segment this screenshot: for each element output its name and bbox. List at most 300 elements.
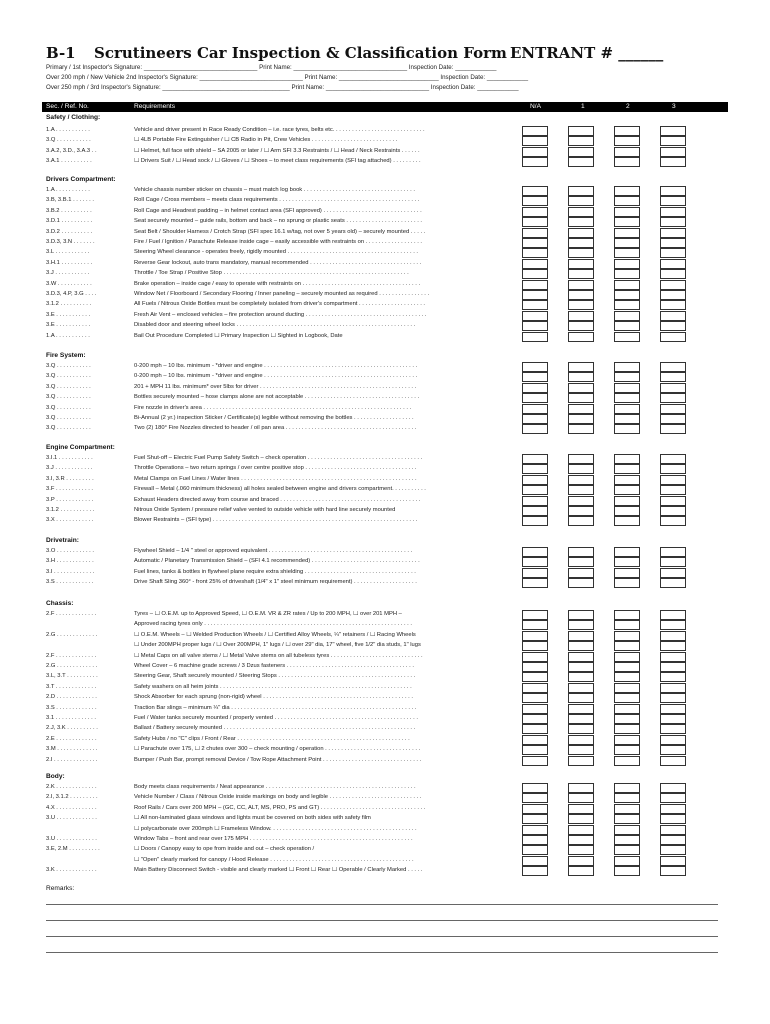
checkbox-inspector-2[interactable] xyxy=(614,547,640,557)
inspection-row xyxy=(0,845,770,855)
checkbox-inspector-2[interactable] xyxy=(614,845,640,855)
checkbox-inspector-1[interactable] xyxy=(568,393,594,403)
checkbox-inspector-3[interactable] xyxy=(660,424,686,434)
checkbox-inspector-1[interactable] xyxy=(568,280,594,290)
inspection-row xyxy=(0,464,770,474)
checkbox-inspector-3[interactable] xyxy=(660,157,686,167)
row-requirement-text: ☐ 4LB Portable Fire Extinguisher / ☐ CB Radio in Pit, Crew Vehicles . . . . . . . . . . . . . . . . . . . . . . . . . . . xyxy=(134,137,398,144)
checkbox-na[interactable] xyxy=(522,372,548,382)
checkbox-inspector-2[interactable] xyxy=(614,866,640,876)
checkbox-na[interactable] xyxy=(522,662,548,672)
checkbox-inspector-1[interactable] xyxy=(568,814,594,824)
checkbox-inspector-1[interactable] xyxy=(568,372,594,382)
checkbox-inspector-3[interactable] xyxy=(660,856,686,866)
row-ref-number: 3.H . . . . . . . . . . . . xyxy=(46,558,94,565)
checkbox-inspector-1[interactable] xyxy=(568,610,594,620)
checkbox-na[interactable] xyxy=(522,321,548,331)
checkbox-inspector-3[interactable] xyxy=(660,496,686,506)
row-ref-number: 3.1.2 . . . . . . . . . . . xyxy=(46,507,95,513)
checkbox-inspector-1[interactable] xyxy=(568,424,594,434)
col-1-header: 1 xyxy=(581,103,585,110)
checkbox-inspector-1[interactable] xyxy=(568,383,594,393)
row-requirement-text: Traction Bar slings – minimum ¼" dia . . . . . . . . . . . . . . . . . . . . . . . . . . . . . . . . . . . . . . . . . . . . . . . . . . . . . . . . . . xyxy=(134,704,417,711)
row-requirement-text: Flywheel Shield – 1/4 " steel or approved equivalent . . . . . . . . . . . . . . . . . . . . . . . . . . . . . . . . . . . . . . . . . . . . . xyxy=(134,548,413,554)
checkbox-inspector-3[interactable] xyxy=(660,269,686,279)
checkbox-na[interactable] xyxy=(522,814,548,824)
checkbox-na[interactable] xyxy=(522,506,548,516)
checkbox-inspector-3[interactable] xyxy=(660,280,686,290)
checkbox-inspector-3[interactable] xyxy=(660,557,686,567)
checkbox-inspector-2[interactable] xyxy=(614,414,640,424)
checkbox-inspector-3[interactable] xyxy=(660,814,686,824)
checkbox-inspector-2[interactable] xyxy=(614,704,640,714)
checkbox-na[interactable] xyxy=(522,825,548,835)
checkbox-inspector-1[interactable] xyxy=(568,693,594,703)
checkbox-inspector-1[interactable] xyxy=(568,506,594,516)
checkbox-na[interactable] xyxy=(522,856,548,866)
checkbox-inspector-2[interactable] xyxy=(614,126,640,136)
checkbox-inspector-3[interactable] xyxy=(660,485,686,495)
checkbox-inspector-1[interactable] xyxy=(568,662,594,672)
checkbox-inspector-1[interactable] xyxy=(568,547,594,557)
checkbox-inspector-2[interactable] xyxy=(614,186,640,196)
checkbox-inspector-2[interactable] xyxy=(614,825,640,835)
checkbox-inspector-1[interactable] xyxy=(568,496,594,506)
row-requirement-text: Fuel Shut-off – Electric Fuel Pump Safety Switch – check operation . . . . . . . . . . . . . . . . . . . . . . . . . . . . . . . . . . . . xyxy=(134,455,423,461)
checkbox-inspector-2[interactable] xyxy=(614,228,640,238)
checkbox-na[interactable] xyxy=(522,248,548,258)
inspection-row xyxy=(0,662,770,672)
checkbox-na[interactable] xyxy=(522,136,548,146)
checkbox-inspector-2[interactable] xyxy=(614,804,640,814)
row-requirement-text: Shock Absorber for each sprung (non-rigid) wheel . . . . . . . . . . . . . . . . . . . . . . . . . . . . . . . . . . . . . . . . . . . . . . . xyxy=(134,694,413,701)
checkbox-inspector-1[interactable] xyxy=(568,290,594,300)
checkbox-inspector-2[interactable] xyxy=(614,464,640,474)
row-ref-number: 1.A . . . . . . . . . . . xyxy=(46,187,90,193)
checkbox-inspector-2[interactable] xyxy=(614,485,640,495)
checkbox-na[interactable] xyxy=(522,641,548,651)
checkbox-inspector-3[interactable] xyxy=(660,217,686,227)
checkbox-inspector-2[interactable] xyxy=(614,332,640,342)
checkbox-na[interactable] xyxy=(522,207,548,217)
checkbox-inspector-3[interactable] xyxy=(660,693,686,703)
inspection-row xyxy=(0,735,770,745)
checkbox-inspector-2[interactable] xyxy=(614,157,640,167)
checkbox-inspector-1[interactable] xyxy=(568,641,594,651)
form-id: B-1 xyxy=(46,44,76,62)
checkbox-inspector-2[interactable] xyxy=(614,506,640,516)
checkbox-na[interactable] xyxy=(522,516,548,526)
checkbox-inspector-3[interactable] xyxy=(660,547,686,557)
checkbox-inspector-1[interactable] xyxy=(568,672,594,682)
checkbox-inspector-2[interactable] xyxy=(614,393,640,403)
entrant-number-field[interactable]: ENTRANT # ______ xyxy=(510,44,664,62)
checkbox-inspector-2[interactable] xyxy=(614,404,640,414)
checkbox-inspector-2[interactable] xyxy=(614,362,640,372)
checkbox-inspector-3[interactable] xyxy=(660,383,686,393)
checkbox-na[interactable] xyxy=(522,845,548,855)
checkbox-na[interactable] xyxy=(522,714,548,724)
row-requirement-text: ☐ Doors / Canopy easy to ope from inside and out – check operation / xyxy=(134,846,315,853)
checkbox-na[interactable] xyxy=(522,228,548,238)
checkbox-inspector-2[interactable] xyxy=(614,424,640,434)
checkbox-na[interactable] xyxy=(522,704,548,714)
checkbox-na[interactable] xyxy=(522,672,548,682)
checkbox-inspector-3[interactable] xyxy=(660,578,686,588)
checkbox-inspector-1[interactable] xyxy=(568,825,594,835)
checkbox-inspector-1[interactable] xyxy=(568,568,594,578)
checkbox-inspector-1[interactable] xyxy=(568,475,594,485)
checkbox-inspector-3[interactable] xyxy=(660,207,686,217)
checkbox-inspector-1[interactable] xyxy=(568,300,594,310)
second-inspector-signature-line[interactable]: Over 200 mph / New Vehicle 2nd Inspector's Signature: ______________________________ Print Name: _____________________________ Inspection Date: ____________ xyxy=(46,74,529,81)
checkbox-inspector-2[interactable] xyxy=(614,814,640,824)
inspection-row xyxy=(0,506,770,516)
checkbox-na[interactable] xyxy=(522,578,548,588)
row-requirement-text: Bail Out Procedure Completed ☐ Primary Inspection ☐ Sighted in Logbook, Date xyxy=(134,332,343,339)
checkbox-inspector-1[interactable] xyxy=(568,259,594,269)
row-requirement-text: ☐ Parachute over 175, ☐ 2 chutes over 300 – check mounting / operation . . . . . . . . . . . . . . . . . . . . . . . . . . . . . . xyxy=(134,746,421,753)
checkbox-inspector-3[interactable] xyxy=(660,866,686,876)
checkbox-inspector-2[interactable] xyxy=(614,311,640,321)
checkbox-na[interactable] xyxy=(522,238,548,248)
row-ref-number: 3.H.1 . . . . . . . . . . xyxy=(46,259,93,266)
checkbox-na[interactable] xyxy=(522,332,548,342)
checkbox-na[interactable] xyxy=(522,290,548,300)
checkbox-inspector-1[interactable] xyxy=(568,557,594,567)
column-header-bar xyxy=(42,102,728,112)
checkbox-inspector-3[interactable] xyxy=(660,568,686,578)
checkbox-inspector-3[interactable] xyxy=(660,290,686,300)
checkbox-inspector-2[interactable] xyxy=(614,683,640,693)
checkbox-inspector-1[interactable] xyxy=(568,745,594,755)
checkbox-inspector-1[interactable] xyxy=(568,269,594,279)
checkbox-inspector-2[interactable] xyxy=(614,372,640,382)
checkbox-inspector-3[interactable] xyxy=(660,516,686,526)
checkbox-na[interactable] xyxy=(522,196,548,206)
checkbox-inspector-2[interactable] xyxy=(614,610,640,620)
checkbox-inspector-1[interactable] xyxy=(568,248,594,258)
row-requirement-text: Body meets class requirements / Neat appearance . . . . . . . . . . . . . . . . . . . . . . . . . . . . . . . . . . . . . . . . . . . . . . . xyxy=(134,784,416,790)
remarks-line[interactable] xyxy=(46,904,718,905)
checkbox-inspector-1[interactable] xyxy=(568,332,594,342)
row-ref-number: 3.I, 3.R . . . . . . . . . xyxy=(46,475,94,482)
checkbox-na[interactable] xyxy=(522,485,548,495)
checkbox-na[interactable] xyxy=(522,568,548,578)
checkbox-inspector-3[interactable] xyxy=(660,610,686,620)
row-requirement-text: Reverse Gear lockout, auto trans mandatory, manual recommended . . . . . . . . . . . . . . . . . . . . . . . . . . . . . . . . . . . xyxy=(134,259,422,266)
checkbox-inspector-2[interactable] xyxy=(614,269,640,279)
checkbox-inspector-1[interactable] xyxy=(568,804,594,814)
checkbox-inspector-1[interactable] xyxy=(568,756,594,766)
checkbox-inspector-3[interactable] xyxy=(660,372,686,382)
checkbox-inspector-1[interactable] xyxy=(568,845,594,855)
checkbox-inspector-2[interactable] xyxy=(614,321,640,331)
checkbox-inspector-3[interactable] xyxy=(660,631,686,641)
checkbox-inspector-1[interactable] xyxy=(568,683,594,693)
checkbox-inspector-3[interactable] xyxy=(660,756,686,766)
checkbox-inspector-2[interactable] xyxy=(614,856,640,866)
checkbox-inspector-3[interactable] xyxy=(660,620,686,630)
checkbox-na[interactable] xyxy=(522,280,548,290)
section-title: Engine Compartment: xyxy=(46,444,115,451)
checkbox-inspector-2[interactable] xyxy=(614,672,640,682)
checkbox-inspector-1[interactable] xyxy=(568,228,594,238)
checkbox-inspector-2[interactable] xyxy=(614,136,640,146)
checkbox-inspector-1[interactable] xyxy=(568,464,594,474)
row-requirement-text: Safety washers on all heim joints . . . . . . . . . . . . . . . . . . . . . . . . . . . . . . . . . . . . . . . . . . . . . . . . . . . . . . . . . . . . xyxy=(134,683,412,690)
checkbox-inspector-1[interactable] xyxy=(568,652,594,662)
checkbox-inspector-1[interactable] xyxy=(568,866,594,876)
inspection-row xyxy=(0,207,770,217)
row-ref-number: 1.A . . . . . . . . . . . xyxy=(46,127,90,133)
checkbox-inspector-3[interactable] xyxy=(660,228,686,238)
row-requirement-text: Approved racing tyres only . . . . . . . . . . . . . . . . . . . . . . . . . . . . . . . . . . . . . . . . . . . . . . . . . . . . . . . . . . . . . . . . . xyxy=(134,621,413,628)
inspection-row xyxy=(0,332,770,342)
checkbox-inspector-2[interactable] xyxy=(614,383,640,393)
checkbox-inspector-2[interactable] xyxy=(614,756,640,766)
checkbox-inspector-3[interactable] xyxy=(660,714,686,724)
checkbox-inspector-2[interactable] xyxy=(614,735,640,745)
checkbox-inspector-3[interactable] xyxy=(660,454,686,464)
checkbox-inspector-3[interactable] xyxy=(660,825,686,835)
checkbox-inspector-1[interactable] xyxy=(568,714,594,724)
checkbox-na[interactable] xyxy=(522,793,548,803)
checkbox-inspector-1[interactable] xyxy=(568,856,594,866)
checkbox-inspector-2[interactable] xyxy=(614,693,640,703)
checkbox-inspector-3[interactable] xyxy=(660,745,686,755)
checkbox-inspector-1[interactable] xyxy=(568,126,594,136)
checkbox-inspector-3[interactable] xyxy=(660,464,686,474)
checkbox-na[interactable] xyxy=(522,783,548,793)
checkbox-inspector-1[interactable] xyxy=(568,217,594,227)
checkbox-inspector-2[interactable] xyxy=(614,724,640,734)
checkbox-inspector-2[interactable] xyxy=(614,714,640,724)
checkbox-inspector-1[interactable] xyxy=(568,578,594,588)
checkbox-inspector-2[interactable] xyxy=(614,793,640,803)
checkbox-na[interactable] xyxy=(522,414,548,424)
remarks-line[interactable] xyxy=(46,952,718,953)
checkbox-inspector-3[interactable] xyxy=(660,652,686,662)
row-requirement-text: Steering Wheel clearance - operates freely, rigidly mounted . . . . . . . . . . . . . . . . . . . . . . . . . . . . . . . . . . . . . . . . . xyxy=(134,249,419,256)
checkbox-na[interactable] xyxy=(522,424,548,434)
checkbox-inspector-2[interactable] xyxy=(614,631,640,641)
checkbox-inspector-1[interactable] xyxy=(568,454,594,464)
checkbox-inspector-3[interactable] xyxy=(660,783,686,793)
row-ref-number: 3.T . . . . . . . . . . . . . xyxy=(46,683,97,690)
checkbox-inspector-2[interactable] xyxy=(614,259,640,269)
row-requirement-text: ☐ polycarbonate over 200mph ☐ Frameless Window. . . . . . . . . . . . . . . . . . . . . . . . . . . . . . . . . . . . . . . . . . . . . . xyxy=(134,825,417,832)
checkbox-inspector-3[interactable] xyxy=(660,393,686,403)
checkbox-inspector-3[interactable] xyxy=(660,845,686,855)
checkbox-na[interactable] xyxy=(522,610,548,620)
checkbox-inspector-2[interactable] xyxy=(614,248,640,258)
checkbox-na[interactable] xyxy=(522,547,548,557)
checkbox-inspector-1[interactable] xyxy=(568,321,594,331)
checkbox-inspector-2[interactable] xyxy=(614,238,640,248)
checkbox-inspector-2[interactable] xyxy=(614,196,640,206)
checkbox-inspector-2[interactable] xyxy=(614,652,640,662)
checkbox-inspector-2[interactable] xyxy=(614,496,640,506)
checkbox-inspector-2[interactable] xyxy=(614,578,640,588)
checkbox-na[interactable] xyxy=(522,126,548,136)
checkbox-inspector-3[interactable] xyxy=(660,793,686,803)
inspection-row xyxy=(0,485,770,495)
checkbox-inspector-3[interactable] xyxy=(660,332,686,342)
checkbox-na[interactable] xyxy=(522,157,548,167)
checkbox-inspector-1[interactable] xyxy=(568,404,594,414)
checkbox-inspector-1[interactable] xyxy=(568,414,594,424)
checkbox-inspector-1[interactable] xyxy=(568,724,594,734)
checkbox-na[interactable] xyxy=(522,147,548,157)
checkbox-inspector-1[interactable] xyxy=(568,631,594,641)
checkbox-inspector-3[interactable] xyxy=(660,259,686,269)
checkbox-inspector-2[interactable] xyxy=(614,641,640,651)
checkbox-inspector-3[interactable] xyxy=(660,724,686,734)
primary-inspector-signature-line[interactable]: Primary / 1st Inspector's Signature: _________________________________ Print Name: _________________________________ Inspection Date: ____________ xyxy=(46,64,497,71)
checkbox-inspector-2[interactable] xyxy=(614,290,640,300)
checkbox-inspector-3[interactable] xyxy=(660,662,686,672)
checkbox-na[interactable] xyxy=(522,652,548,662)
checkbox-na[interactable] xyxy=(522,393,548,403)
checkbox-inspector-2[interactable] xyxy=(614,207,640,217)
checkbox-na[interactable] xyxy=(522,217,548,227)
checkbox-inspector-3[interactable] xyxy=(660,475,686,485)
row-ref-number: 3.I.1 . . . . . . . . . . . xyxy=(46,455,93,461)
checkbox-inspector-3[interactable] xyxy=(660,641,686,651)
checkbox-inspector-3[interactable] xyxy=(660,147,686,157)
checkbox-na[interactable] xyxy=(522,269,548,279)
checkbox-inspector-1[interactable] xyxy=(568,186,594,196)
inspection-row xyxy=(0,321,770,331)
row-requirement-text: Safety Hubs / no "C" clips / Front / Rear . . . . . . . . . . . . . . . . . . . . . . . . . . . . . . . . . . . . . . . . . . . . . . . . . . . . . . xyxy=(134,735,410,742)
checkbox-inspector-1[interactable] xyxy=(568,362,594,372)
inspection-row xyxy=(0,186,770,196)
checkbox-na[interactable] xyxy=(522,557,548,567)
checkbox-na[interactable] xyxy=(522,259,548,269)
checkbox-inspector-2[interactable] xyxy=(614,454,640,464)
checkbox-inspector-2[interactable] xyxy=(614,745,640,755)
checkbox-inspector-2[interactable] xyxy=(614,835,640,845)
checkbox-na[interactable] xyxy=(522,464,548,474)
checkbox-inspector-3[interactable] xyxy=(660,311,686,321)
checkbox-na[interactable] xyxy=(522,756,548,766)
checkbox-na[interactable] xyxy=(522,454,548,464)
checkbox-na[interactable] xyxy=(522,620,548,630)
third-inspector-signature-line[interactable]: Over 250 mph / 3rd Inspector's Signature: _____________________________________ Print Name: ______________________________ Inspection Date: ____________ xyxy=(46,84,519,91)
checkbox-inspector-3[interactable] xyxy=(660,238,686,248)
checkbox-na[interactable] xyxy=(522,186,548,196)
row-ref-number: 3.P . . . . . . . . . . . . xyxy=(46,496,94,503)
checkbox-inspector-3[interactable] xyxy=(660,704,686,714)
checkbox-inspector-3[interactable] xyxy=(660,126,686,136)
checkbox-inspector-3[interactable] xyxy=(660,414,686,424)
checkbox-inspector-3[interactable] xyxy=(660,835,686,845)
checkbox-inspector-1[interactable] xyxy=(568,735,594,745)
checkbox-na[interactable] xyxy=(522,724,548,734)
checkbox-na[interactable] xyxy=(522,362,548,372)
inspection-row xyxy=(0,259,770,269)
checkbox-inspector-1[interactable] xyxy=(568,147,594,157)
checkbox-inspector-3[interactable] xyxy=(660,186,686,196)
checkbox-inspector-3[interactable] xyxy=(660,300,686,310)
row-requirement-text: Fire / Fuel / Ignition / Parachute Release inside cage – easily accessible with restraints on . . . . . . . . . . . . . . . . . . xyxy=(134,239,423,245)
checkbox-inspector-2[interactable] xyxy=(614,516,640,526)
checkbox-inspector-1[interactable] xyxy=(568,207,594,217)
checkbox-inspector-1[interactable] xyxy=(568,516,594,526)
inspection-row xyxy=(0,196,770,206)
checkbox-inspector-2[interactable] xyxy=(614,662,640,672)
row-requirement-text: Vehicle Number / Class / Nitrous Oxide inside markings on body and legible . . . . . . . . . . . . . . . . . . . . . . . . . . . . . xyxy=(134,794,422,801)
checkbox-inspector-3[interactable] xyxy=(660,196,686,206)
checkbox-inspector-2[interactable] xyxy=(614,300,640,310)
checkbox-na[interactable] xyxy=(522,804,548,814)
checkbox-inspector-1[interactable] xyxy=(568,620,594,630)
checkbox-na[interactable] xyxy=(522,735,548,745)
remarks-line[interactable] xyxy=(46,936,718,937)
row-requirement-text: ☐ All non-laminated glass windows and lights must be covered on both sides with safety film xyxy=(134,815,371,822)
inspection-row xyxy=(0,404,770,414)
checkbox-na[interactable] xyxy=(522,496,548,506)
row-requirement-text: ☐ Metal Caps on all valve stems / ☐ Metal Valve stems on all tubeless tyres . . . . . . . . . . . . . . . . . . . . . . . . . . . . . xyxy=(134,652,423,659)
checkbox-na[interactable] xyxy=(522,835,548,845)
checkbox-inspector-3[interactable] xyxy=(660,136,686,146)
checkbox-inspector-2[interactable] xyxy=(614,783,640,793)
checkbox-inspector-3[interactable] xyxy=(660,804,686,814)
checkbox-inspector-3[interactable] xyxy=(660,735,686,745)
checkbox-na[interactable] xyxy=(522,693,548,703)
checkbox-inspector-2[interactable] xyxy=(614,568,640,578)
checkbox-na[interactable] xyxy=(522,311,548,321)
checkbox-na[interactable] xyxy=(522,383,548,393)
checkbox-inspector-3[interactable] xyxy=(660,683,686,693)
checkbox-na[interactable] xyxy=(522,631,548,641)
checkbox-inspector-1[interactable] xyxy=(568,157,594,167)
checkbox-na[interactable] xyxy=(522,404,548,414)
checkbox-inspector-2[interactable] xyxy=(614,217,640,227)
checkbox-inspector-1[interactable] xyxy=(568,835,594,845)
checkbox-inspector-3[interactable] xyxy=(660,248,686,258)
checkbox-inspector-1[interactable] xyxy=(568,793,594,803)
row-ref-number: 3.J . . . . . . . . . . . xyxy=(46,270,90,277)
checkbox-na[interactable] xyxy=(522,866,548,876)
checkbox-inspector-1[interactable] xyxy=(568,311,594,321)
checkbox-inspector-1[interactable] xyxy=(568,783,594,793)
checkbox-na[interactable] xyxy=(522,300,548,310)
checkbox-inspector-2[interactable] xyxy=(614,620,640,630)
checkbox-na[interactable] xyxy=(522,683,548,693)
checkbox-na[interactable] xyxy=(522,475,548,485)
checkbox-inspector-2[interactable] xyxy=(614,147,640,157)
checkbox-inspector-1[interactable] xyxy=(568,238,594,248)
checkbox-inspector-1[interactable] xyxy=(568,485,594,495)
checkbox-inspector-1[interactable] xyxy=(568,136,594,146)
checkbox-inspector-3[interactable] xyxy=(660,362,686,372)
checkbox-inspector-2[interactable] xyxy=(614,475,640,485)
checkbox-inspector-3[interactable] xyxy=(660,321,686,331)
checkbox-inspector-3[interactable] xyxy=(660,506,686,516)
inspection-row xyxy=(0,311,770,321)
checkbox-inspector-1[interactable] xyxy=(568,196,594,206)
checkbox-inspector-3[interactable] xyxy=(660,404,686,414)
checkbox-inspector-2[interactable] xyxy=(614,280,640,290)
remarks-line[interactable] xyxy=(46,920,718,921)
checkbox-inspector-1[interactable] xyxy=(568,704,594,714)
inspection-row xyxy=(0,157,770,167)
checkbox-na[interactable] xyxy=(522,745,548,755)
checkbox-inspector-2[interactable] xyxy=(614,557,640,567)
checkbox-inspector-3[interactable] xyxy=(660,672,686,682)
